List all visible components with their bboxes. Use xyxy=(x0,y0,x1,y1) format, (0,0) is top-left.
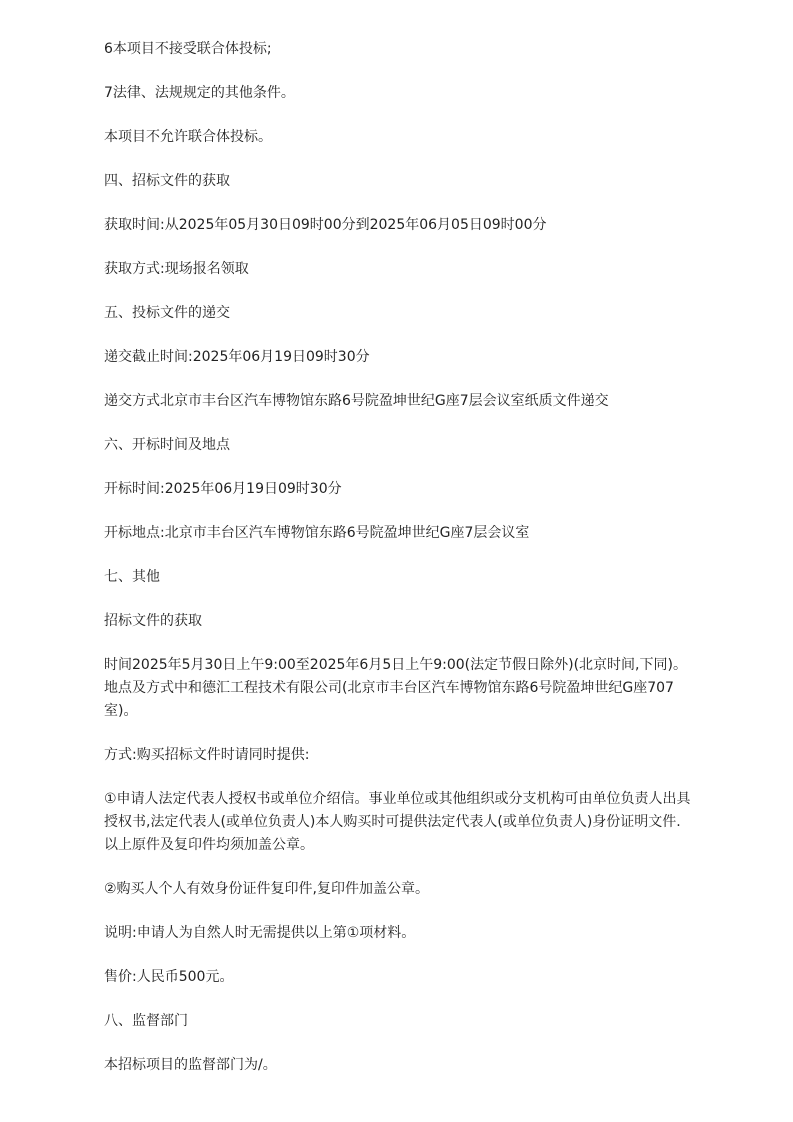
paragraph-supervision: 本招标项目的监督部门为/。 xyxy=(104,1057,277,1073)
paragraph-consortium-note: 本项目不允许联合体投标。 xyxy=(104,129,272,145)
section-heading-5: 五、投标文件的递交 xyxy=(104,305,230,321)
section-heading-6: 六、开标时间及地点 xyxy=(104,437,230,453)
paragraph-submit-deadline: 递交截止时间:2025年06月19日09时30分 xyxy=(104,349,370,365)
paragraph-requirement-2: ②购买人个人有效身份证件复印件,复印件加盖公章。 xyxy=(104,881,429,897)
paragraph-condition-6: 6本项目不接受联合体投标; xyxy=(104,41,272,57)
section-heading-7: 七、其他 xyxy=(104,569,160,585)
paragraph-condition-7: 7法律、法规规定的其他条件。 xyxy=(104,85,295,101)
paragraph-opening-time: 开标时间:2025年06月19日09时30分 xyxy=(104,481,342,497)
section-heading-8: 八、监督部门 xyxy=(104,1013,188,1029)
paragraph-price: 售价:人民币500元。 xyxy=(104,969,234,985)
paragraph-requirement-1: ①申请人法定代表人授权书或单位介绍信。事业单位或其他组织或分支机构可由单位负责人出具授权书,法定代表人(或单位负责人)本人购买时可提供法定代表人(或单位负责人)身份证明文件.以上原件及复印件均须加盖公章。 xyxy=(104,791,691,853)
paragraph-submit-method: 递交方式北京市丰台区汽车博物馆东路6号院盈坤世纪G座7层会议室纸质文件递交 xyxy=(104,393,609,409)
paragraph-obtain-docs-heading: 招标文件的获取 xyxy=(104,613,202,629)
paragraph-opening-location: 开标地点:北京市丰台区汽车博物馆东路6号院盈坤世纪G座7层会议室 xyxy=(104,525,530,541)
paragraph-purchase-requirements: 方式:购买招标文件时请同时提供: xyxy=(104,747,310,763)
paragraph-explanation: 说明:申请人为自然人时无需提供以上第①项材料。 xyxy=(104,925,416,941)
paragraph-obtain-time: 获取时间:从2025年05月30日09时00分到2025年06月05日09时00分 xyxy=(104,217,547,233)
document-body xyxy=(104,38,694,1077)
paragraph-time-location-method: 时间2025年5月30日上午9:00至2025年6月5日上午9:00(法定节假日除外)(北京时间,下同)。地点及方式中和德汇工程技术有限公司(北京市丰台区汽车博物馆东路6号院盈坤世纪G座707室)。 xyxy=(104,657,687,719)
paragraph-obtain-method: 获取方式:现场报名领取 xyxy=(104,261,249,277)
section-heading-4: 四、招标文件的获取 xyxy=(104,173,230,189)
